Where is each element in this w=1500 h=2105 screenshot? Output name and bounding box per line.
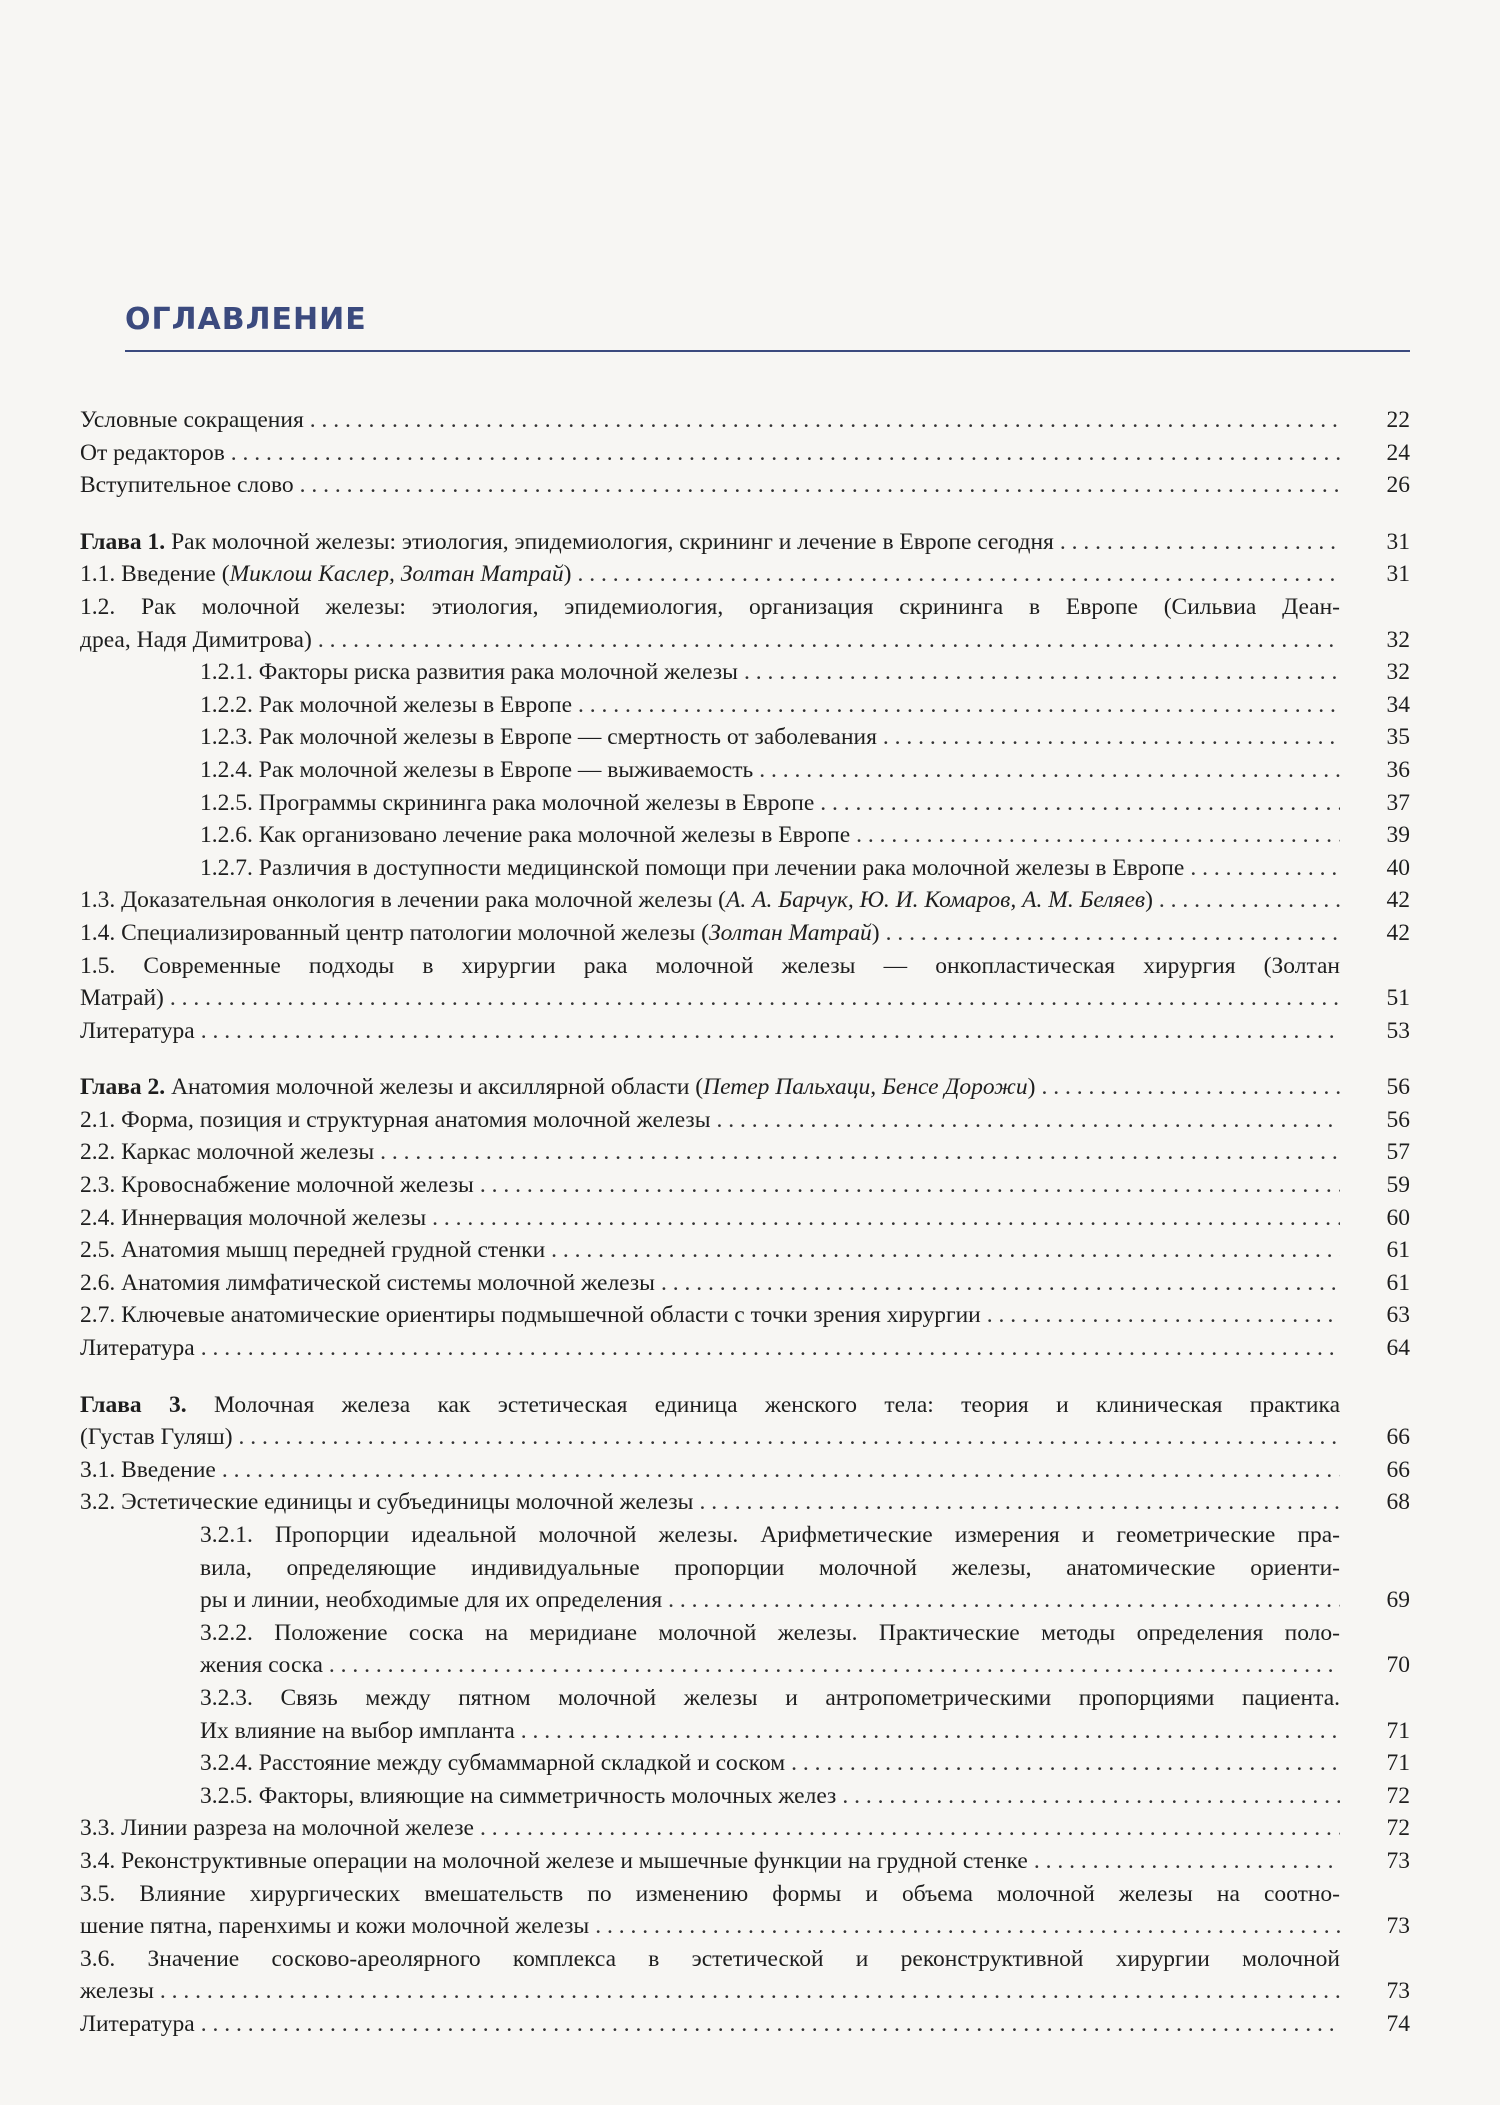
entry-last-line — [80, 982, 1340, 1015]
entry-last-line — [80, 1015, 1340, 1048]
leader-dots — [883, 721, 1340, 754]
entry-number: 1.2.5. — [200, 789, 253, 816]
entry-text-tail: ) — [1027, 1074, 1036, 1101]
page-number: 74 — [1386, 2010, 1410, 2037]
page-number: 24 — [1386, 439, 1410, 466]
toc-entry[interactable] — [80, 721, 1410, 754]
leader-dots — [699, 1486, 1340, 1519]
entry-last-line — [200, 787, 1340, 820]
entry-last-line — [80, 1169, 1340, 1202]
entry-title — [80, 917, 880, 950]
entry-text: Реконструктивные операции на молочной железе и мышечные функции на грудной стенке — [115, 1847, 1028, 1874]
entry-last-line — [80, 558, 1340, 591]
entry-authors: Петер Пальхаци, Бенсе Дорожи — [703, 1074, 1028, 1101]
page-number: 71 — [1386, 1750, 1410, 1777]
page-number: 60 — [1386, 1204, 1410, 1231]
entry-number: 2.5. — [80, 1237, 116, 1264]
entry-title — [80, 1136, 374, 1169]
leader-dots — [842, 1780, 1340, 1813]
entry-number: 2.6. — [80, 1269, 116, 1296]
toc-chapter-entry[interactable] — [80, 1071, 1410, 1104]
toc-entry[interactable] — [80, 656, 1410, 689]
entry-text: Анатомия мышц передней грудной стенки — [115, 1237, 546, 1264]
leader-dots — [744, 656, 1340, 689]
entry-text: Различия в доступности медицинской помощи при лечении рака молочной железы в Европе — [252, 854, 1185, 881]
page-number: 40 — [1386, 854, 1410, 881]
entry-number: 1.2.2. — [200, 691, 253, 718]
leader-dots — [1190, 852, 1340, 885]
entry-last-line — [80, 1454, 1340, 1487]
entry-title — [80, 404, 304, 437]
page-number: 73 — [1386, 1978, 1410, 2005]
page-number: 26 — [1386, 472, 1410, 499]
entry-number: 1.2.7. — [200, 854, 253, 881]
toc-entry[interactable] — [80, 819, 1410, 852]
entry-text: ры и линии, необходимые для их определения — [200, 1587, 663, 1614]
page-number: 69 — [1386, 1587, 1410, 1614]
entry-last-line — [80, 469, 1340, 502]
toc-entry[interactable] — [80, 591, 1410, 656]
entry-text-tail: ) — [871, 919, 880, 946]
toc-entry[interactable] — [80, 437, 1410, 470]
entry-number: 1.2.1. — [200, 659, 253, 686]
entry-last-line — [80, 1845, 1340, 1878]
toc-entry[interactable] — [80, 558, 1410, 591]
entry-text: Кровоснабжение молочной железы — [115, 1172, 474, 1199]
leader-dots — [239, 1421, 1340, 1454]
entry-last-line — [80, 526, 1340, 559]
entry-line — [200, 1519, 1340, 1552]
page-number: 22 — [1386, 407, 1410, 433]
entry-text: Значение сосково-ареолярного комплекса в эстетической и реконструктивной хирургии молочной — [147, 1945, 1340, 1972]
entry-number: 3.2.2. — [200, 1619, 253, 1646]
entry-last-line — [80, 1299, 1340, 1332]
entry-text: жения соска — [200, 1652, 323, 1679]
leader-dots — [791, 1747, 1340, 1780]
leader-dots — [329, 1649, 1340, 1682]
page-number: 42 — [1386, 887, 1410, 914]
entry-text: Влияние хирургических вмешательств по изменению формы и объема молочной железы на соотно- — [139, 1880, 1341, 1907]
entry-number: 3.6. — [80, 1945, 116, 1972]
entry-text: Специализированный центр патологии молочной железы ( — [115, 919, 709, 946]
entry-number: 1.2.6. — [200, 822, 253, 849]
page-number: 70 — [1386, 1652, 1410, 1679]
entry-last-line — [200, 819, 1340, 852]
toc-entry[interactable] — [80, 1617, 1410, 1682]
leader-dots — [717, 1104, 1340, 1137]
entry-title — [80, 1421, 233, 1454]
leader-dots — [1060, 526, 1340, 559]
table-of-contents — [80, 404, 1410, 2041]
entry-last-line — [80, 1071, 1340, 1104]
entry-authors: А. А. Барчук, Ю. И. Комаров, А. М. Беляев — [726, 887, 1146, 914]
entry-line — [80, 1943, 1340, 1976]
entry-last-line — [80, 884, 1340, 917]
entry-title — [80, 1234, 545, 1267]
entry-last-line — [200, 689, 1340, 722]
page-number: 57 — [1386, 1139, 1410, 1166]
entry-text: Факторы риска развития рака молочной железы — [252, 659, 738, 686]
entry-title — [200, 1780, 836, 1813]
entry-last-line — [200, 852, 1340, 885]
toc-entry[interactable] — [80, 1136, 1410, 1169]
entry-number: 3.2.1. — [200, 1522, 253, 1548]
toc-entry[interactable] — [80, 1878, 1410, 1943]
entry-text: Связь между пятном молочной железы и антропометрическими пропорциями пациента. — [280, 1684, 1340, 1711]
page-number: 36 — [1386, 756, 1410, 783]
leader-dots — [318, 624, 1340, 657]
entry-title — [200, 721, 877, 754]
entry-number: 3.2.4. — [200, 1750, 253, 1777]
page-number: 31 — [1386, 528, 1410, 555]
entry-text: Рак молочной железы в Европе — выживаемость — [252, 756, 754, 783]
entry-text: Программы скрининга рака молочной железы в Европе — [252, 789, 815, 816]
entry-number: 1.4. — [80, 919, 116, 946]
leader-dots — [201, 1332, 1340, 1365]
entry-last-line — [200, 1715, 1340, 1748]
entry-title — [80, 1267, 655, 1300]
entry-text: (Густав Гуляш) — [80, 1424, 233, 1451]
toc-entry[interactable] — [80, 1519, 1410, 1617]
entry-last-line — [200, 656, 1340, 689]
entry-last-line — [80, 1421, 1340, 1454]
entry-last-line — [80, 437, 1340, 470]
entry-number: 1.5. — [80, 952, 116, 979]
toc-entry[interactable] — [80, 1332, 1410, 1365]
entry-title — [80, 884, 1153, 917]
entry-last-line — [200, 1780, 1340, 1813]
leader-dots — [668, 1584, 1340, 1617]
entry-last-line — [80, 1136, 1340, 1169]
toc-entry[interactable] — [80, 1299, 1410, 1332]
page-number: 72 — [1386, 1815, 1410, 1842]
entry-text: Пропорции идеальной молочной железы. Арифметические измерения и геометрические пра- — [274, 1522, 1340, 1548]
entry-text: Матрай) — [80, 985, 164, 1012]
leader-dots — [160, 1975, 1340, 2008]
entry-text: железы — [80, 1978, 154, 2005]
entry-title — [200, 689, 572, 722]
leader-dots — [480, 1812, 1340, 1845]
page-number: 34 — [1386, 691, 1410, 718]
entry-last-line — [80, 404, 1340, 437]
entry-title — [200, 754, 753, 787]
toc-entry[interactable] — [80, 852, 1410, 885]
leader-dots — [820, 787, 1340, 820]
entry-number: 1.1. — [80, 561, 116, 588]
leader-dots — [380, 1136, 1340, 1169]
entry-text: Положение соска на меридиане молочной железы. Практические методы определения поло- — [274, 1619, 1340, 1646]
leader-dots — [595, 1910, 1340, 1943]
entry-line — [80, 591, 1340, 624]
entry-number: 2.2. — [80, 1139, 116, 1166]
entry-title — [80, 1486, 693, 1519]
entry-last-line — [80, 1812, 1340, 1845]
leader-dots — [1041, 1071, 1340, 1104]
toc-entry[interactable] — [80, 884, 1410, 917]
leader-dots — [551, 1234, 1340, 1267]
entry-title — [80, 1454, 216, 1487]
entry-last-line — [200, 1584, 1340, 1617]
entry-number: 1.3. — [80, 887, 116, 914]
page-number: 73 — [1386, 1847, 1410, 1874]
toc-entry[interactable] — [80, 1234, 1410, 1267]
page-number: 39 — [1386, 822, 1410, 849]
page-number: 61 — [1386, 1269, 1410, 1296]
page-number: 63 — [1386, 1302, 1410, 1329]
page-number: 71 — [1386, 1717, 1410, 1744]
toc-entry[interactable] — [80, 917, 1410, 950]
page-number: 37 — [1386, 789, 1410, 816]
entry-text: Рак молочной железы: этиология, эпидемиология, скрининг и лечение в Европе сегодня — [165, 528, 1054, 555]
toc-chapter-entry[interactable] — [80, 1389, 1410, 1454]
entry-last-line — [80, 1234, 1340, 1267]
entry-text: Современные подходы в хирургии рака молочной железы — онкопластическая хирургия (Золтан — [143, 952, 1341, 979]
entry-number: 3.5. — [80, 1880, 116, 1907]
entry-title — [80, 1015, 195, 1048]
entry-last-line — [80, 1104, 1340, 1137]
leader-dots — [521, 1715, 1340, 1748]
entry-title — [200, 852, 1184, 885]
entry-text: шение пятна, паренхимы и кожи молочной железы — [80, 1913, 590, 1940]
entry-line — [80, 1878, 1340, 1911]
leader-dots — [300, 469, 1340, 502]
entry-text: Введение ( — [115, 561, 230, 588]
entry-text: Факторы, влияющие на симметричность молочных желез — [252, 1782, 837, 1809]
leader-dots — [201, 2008, 1340, 2041]
entry-title — [200, 1747, 785, 1780]
leader-dots — [577, 558, 1340, 591]
heading-divider — [125, 350, 1410, 352]
entry-title — [80, 624, 312, 657]
chapter-label: Глава 2. — [80, 1074, 166, 1101]
entry-number: 3.1. — [80, 1456, 116, 1483]
entry-title — [80, 1975, 154, 2008]
entry-text: Их влияние на выбор импланта — [200, 1717, 515, 1744]
entry-number: 1.2.3. — [200, 724, 253, 751]
entry-number: 1.2.4. — [200, 756, 253, 783]
entry-text: Рак молочной железы в Европе — смертность от заболевания — [252, 724, 877, 751]
entry-title — [80, 469, 294, 502]
entry-title — [80, 1104, 711, 1137]
leader-dots — [310, 404, 1340, 437]
toc-chapter-entry[interactable] — [80, 526, 1410, 559]
entry-text: От редакторов — [80, 439, 225, 466]
toc-entry[interactable] — [80, 1812, 1410, 1845]
entry-number: 3.4. — [80, 1847, 116, 1874]
entry-number: 2.1. — [80, 1106, 116, 1133]
entry-text: Расстояние между субмаммарной складкой и соском — [252, 1750, 786, 1777]
leader-dots — [231, 437, 1340, 470]
entry-text: Ключевые анатомические ориентиры подмышечной области с точки зрения хирургии — [115, 1302, 981, 1329]
entry-last-line — [80, 1486, 1340, 1519]
entry-title — [80, 1910, 589, 1943]
toc-entry[interactable] — [80, 787, 1410, 820]
entry-text: Как организовано лечение рака молочной железы в Европе — [252, 822, 851, 849]
toc-entry[interactable] — [80, 1267, 1410, 1300]
entry-number: 3.2.5. — [200, 1782, 253, 1809]
leader-dots — [886, 917, 1340, 950]
entry-text: Линии разреза на молочной железе — [115, 1815, 474, 1842]
entry-title — [200, 656, 738, 689]
toc-entry[interactable] — [80, 2008, 1410, 2041]
entry-text: вила, определяющие индивидуальные пропорции молочной железы, анатомические ориенти- — [200, 1554, 1340, 1581]
entry-line — [200, 1617, 1340, 1650]
entry-text: Рак молочной железы в Европе — [252, 691, 572, 718]
entry-title — [200, 1649, 323, 1682]
entry-number: 3.2.3. — [200, 1684, 253, 1711]
entry-number: 1.2. — [80, 593, 116, 620]
entry-last-line — [80, 917, 1340, 950]
entry-title — [80, 558, 571, 591]
entry-title — [80, 1812, 474, 1845]
entry-last-line — [80, 1332, 1340, 1365]
entry-title — [80, 1169, 474, 1202]
entry-last-line — [200, 721, 1340, 754]
entry-text-tail: ) — [1145, 887, 1153, 914]
entry-text: Условные сокращения — [80, 407, 304, 433]
entry-authors: Миклош Каслер, Золтан Матрай — [229, 561, 564, 588]
entry-text: Вступительное слово — [80, 472, 294, 499]
toc-entry[interactable] — [80, 1015, 1410, 1048]
page-number: 72 — [1386, 1782, 1410, 1809]
entry-number: 2.4. — [80, 1204, 116, 1231]
entry-line — [80, 1389, 1340, 1422]
leader-dots — [578, 689, 1340, 722]
page-number: 68 — [1386, 1489, 1410, 1516]
toc-entry[interactable] — [80, 1169, 1410, 1202]
entry-last-line — [80, 1975, 1340, 2008]
page-number: 66 — [1386, 1456, 1410, 1483]
entry-title — [80, 1332, 195, 1365]
entry-last-line — [200, 754, 1340, 787]
entry-number: 3.2. — [80, 1489, 116, 1516]
leader-dots — [1159, 884, 1340, 917]
entry-text: Литература — [80, 2010, 195, 2037]
page-number: 32 — [1386, 626, 1410, 653]
entry-title — [200, 1584, 662, 1617]
page-number: 53 — [1386, 1017, 1410, 1044]
page-number: 56 — [1386, 1106, 1410, 1133]
entry-title — [80, 1202, 426, 1235]
entry-text: Анатомия молочной железы и аксиллярной области ( — [165, 1074, 704, 1101]
entry-title — [200, 1715, 515, 1748]
toc-entry[interactable] — [80, 404, 1410, 437]
leader-dots — [480, 1169, 1340, 1202]
entry-title — [200, 819, 850, 852]
entry-text: Введение — [115, 1456, 216, 1483]
toc-entry[interactable] — [80, 1780, 1410, 1813]
page-number: 59 — [1386, 1172, 1410, 1199]
page-number: 73 — [1386, 1913, 1410, 1940]
entry-title — [80, 1845, 1028, 1878]
entry-text: дреа, Надя Димитрова) — [80, 626, 312, 653]
leader-dots — [987, 1299, 1340, 1332]
entry-text: Иннервация молочной железы — [115, 1204, 427, 1231]
page-number: 32 — [1386, 659, 1410, 686]
toc-entry[interactable] — [80, 1747, 1410, 1780]
toc-entry[interactable] — [80, 1682, 1410, 1747]
leader-dots — [856, 819, 1340, 852]
leader-dots — [170, 982, 1340, 1015]
entry-last-line — [80, 2008, 1340, 2041]
entry-number: 3.3. — [80, 1815, 116, 1842]
chapter-label: Глава 1. — [80, 528, 166, 555]
entry-title — [80, 1071, 1035, 1104]
entry-text: Рак молочной железы: этиология, эпидемиология, организация скрининга в Европе (Сильвиа Деан- — [141, 593, 1341, 620]
toc-entry[interactable] — [80, 1454, 1410, 1487]
entry-text: Литература — [80, 1017, 195, 1044]
entry-title — [200, 787, 814, 820]
toc-entry[interactable] — [80, 1845, 1410, 1878]
page-number: 42 — [1386, 919, 1410, 946]
entry-last-line — [80, 1910, 1340, 1943]
entry-last-line — [200, 1649, 1340, 1682]
entry-title — [80, 437, 225, 470]
leader-dots — [201, 1015, 1340, 1048]
chapter-label: Глава 3. — [80, 1391, 187, 1418]
page-number: 64 — [1386, 1335, 1410, 1362]
entry-last-line — [80, 1202, 1340, 1235]
leader-dots — [759, 754, 1340, 787]
entry-text: Литература — [80, 1335, 195, 1362]
entry-last-line — [200, 1747, 1340, 1780]
leader-dots — [1034, 1845, 1340, 1878]
entry-title — [80, 526, 1054, 559]
entry-number: 2.7. — [80, 1302, 116, 1329]
entry-line — [200, 1682, 1340, 1715]
page-title: ОГЛАВЛЕНИЕ — [125, 302, 367, 337]
page-number: 51 — [1386, 985, 1410, 1012]
toc-entry[interactable] — [80, 689, 1410, 722]
page-number: 66 — [1386, 1424, 1410, 1451]
toc-entry[interactable] — [80, 1202, 1410, 1235]
toc-entry[interactable] — [80, 950, 1410, 1015]
entry-title — [80, 982, 164, 1015]
leader-dots — [432, 1202, 1340, 1235]
toc-entry[interactable] — [80, 754, 1410, 787]
entry-authors: Золтан Матрай — [708, 919, 872, 946]
entry-text: Форма, позиция и структурная анатомия молочной железы — [115, 1106, 711, 1133]
toc-entry[interactable] — [80, 469, 1410, 502]
entry-text: Каркас молочной железы — [115, 1139, 375, 1166]
page-number: 31 — [1386, 561, 1410, 588]
leader-dots — [661, 1267, 1340, 1300]
page-number: 61 — [1386, 1237, 1410, 1264]
leader-dots — [222, 1454, 1340, 1487]
page-number: 35 — [1386, 724, 1410, 751]
entry-line — [80, 950, 1340, 983]
entry-last-line — [80, 1267, 1340, 1300]
toc-entry[interactable] — [80, 1943, 1410, 2008]
entry-text: Молочная железа как эстетическая единица женского тела: теория и клиническая практика — [214, 1391, 1340, 1418]
toc-entry[interactable] — [80, 1486, 1410, 1519]
page-number: 56 — [1386, 1074, 1410, 1101]
entry-line — [200, 1552, 1340, 1585]
toc-entry[interactable] — [80, 1104, 1410, 1137]
entry-text: Доказательная онкология в лечении рака молочной железы ( — [115, 887, 726, 914]
entry-title — [80, 2008, 195, 2041]
entry-text: Анатомия лимфатической системы молочной железы — [115, 1269, 655, 1296]
entry-title — [80, 1299, 981, 1332]
entry-text-tail: ) — [563, 561, 572, 588]
entry-last-line — [80, 624, 1340, 657]
entry-text: Эстетические единицы и субъединицы молочной железы — [115, 1489, 694, 1516]
entry-number: 2.3. — [80, 1172, 116, 1199]
